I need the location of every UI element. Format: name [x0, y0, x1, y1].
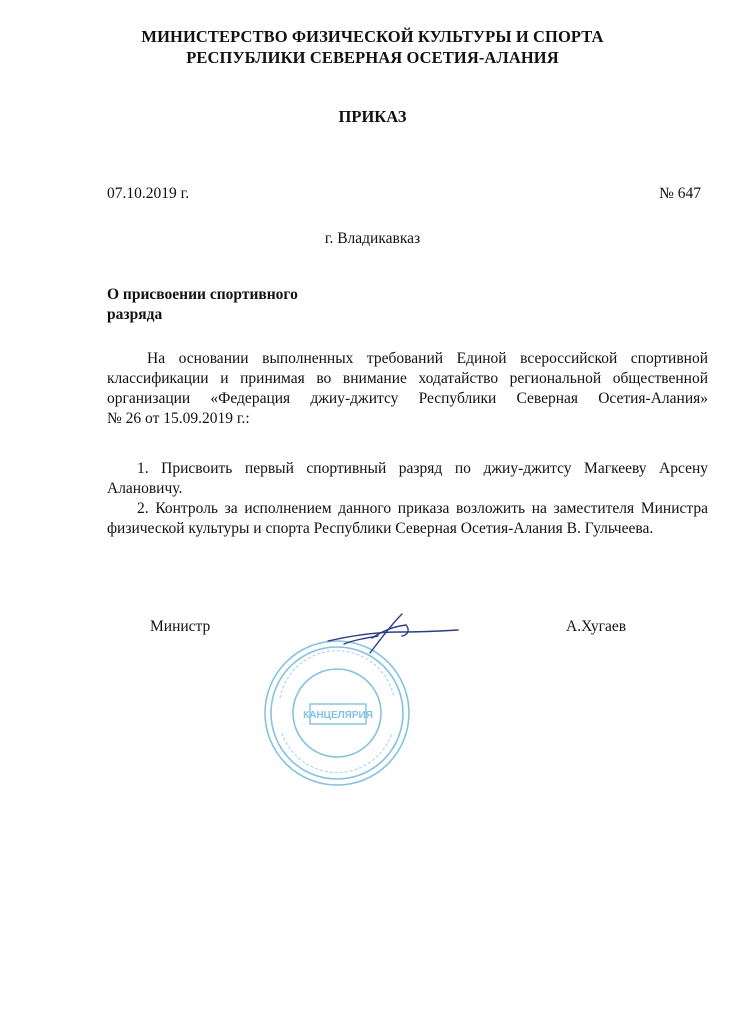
signatory-name: А.Хугаев — [566, 618, 627, 635]
preamble-line-3: организации «Федерация джиу-джитсу Республики Северная Осетия-Алания» — [107, 390, 708, 407]
ministry-header — [0, 26, 745, 68]
preamble-paragraph — [107, 349, 708, 429]
ministry-header-line-2: РЕСПУБЛИКИ СЕВЕРНАЯ ОСЕТИЯ-АЛАНИЯ — [186, 48, 559, 67]
subject-line-2: разряда — [107, 306, 163, 323]
subject-line-1: О присвоении спортивного — [107, 286, 298, 303]
document-date: 07.10.2019 г. — [107, 185, 190, 202]
document-type-title: ПРИКАЗ — [338, 107, 407, 126]
signatory-role: Министр — [150, 618, 211, 635]
preamble-line-1: На основании выполненных требований Единой всероссийской спортивной — [147, 350, 708, 367]
preamble-line-2: классификации и принимая во внимание ходатайство региональной общественной — [107, 370, 708, 387]
order-item-2: 2. Контроль за исполнением данного приказа возложить на заместителя Министра физической культуры и спорта Республики Северная Осетия-Алания В. Гульчеева. — [107, 500, 708, 537]
document-subject — [107, 285, 298, 325]
order-items — [107, 459, 708, 539]
order-item-1: 1. Присвоить первый спортивный разряд по джиу-джитсу Магкееву Арсену Алановичу. — [107, 460, 708, 497]
preamble-line-4: № 26 от 15.09.2019 г.: — [107, 410, 250, 427]
handwritten-signature — [310, 608, 460, 658]
document-number: № 647 — [659, 185, 701, 202]
ministry-header-line-1: МИНИСТЕРСТВО ФИЗИЧЕСКОЙ КУЛЬТУРЫ И СПОРТА — [141, 27, 604, 46]
stamp-center-text: КАНЦЕЛЯРИЯ — [303, 710, 373, 721]
official-stamp — [262, 638, 412, 788]
document-city: г. Владикавказ — [324, 230, 421, 247]
